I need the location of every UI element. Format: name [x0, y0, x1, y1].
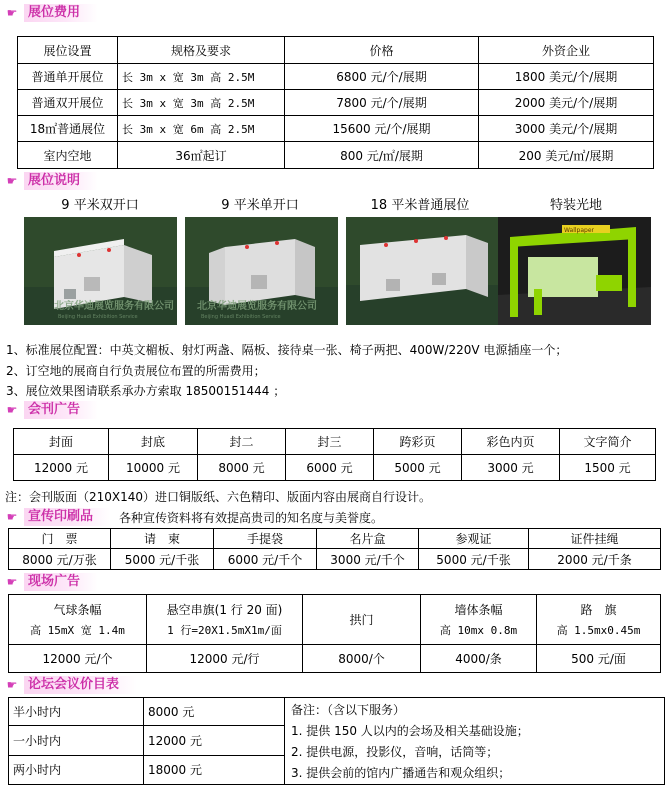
print-price: 6000 元/千个 — [214, 549, 317, 570]
onsite-item-spec: 高 1.5mx0.45m — [556, 624, 641, 637]
table-header-cell: 价格 — [285, 37, 479, 64]
section-title: 展位费用 — [24, 4, 98, 22]
forum-price-table — [8, 697, 665, 785]
ad-price: 10000 元 — [109, 455, 198, 481]
pointing-hand-icon: ☛ — [6, 510, 18, 524]
booth-fee-table — [17, 36, 654, 169]
pointing-hand-icon: ☛ — [6, 678, 18, 692]
onsite-item-spec: 1 行=20X1.5mX1m/面 — [167, 624, 282, 637]
section-title: 现场广告 — [24, 573, 98, 591]
ad-price: 8000 元 — [198, 455, 286, 481]
section-subtitle: 各种宣传资料将有效提高贵司的知名度与美誉度。 — [119, 510, 384, 525]
section-header-desc — [4, 172, 98, 190]
table-header-cell: 文字简介 — [560, 429, 656, 455]
section-title: 论坛会议价目表 — [24, 676, 137, 694]
table-header-cell: 名片盒 — [317, 529, 419, 549]
table-header-cell: 请 柬 — [111, 529, 214, 549]
table-row — [14, 455, 656, 481]
booth-type: 普通双开展位 — [18, 90, 118, 116]
print-price: 3000 元/千个 — [317, 549, 419, 570]
booth-photo-double-open — [24, 217, 177, 325]
section-title: 会刊广告 — [24, 401, 98, 419]
forum-price: 8000 元 — [144, 698, 285, 726]
table-row — [18, 90, 654, 116]
ad-price: 1500 元 — [560, 455, 656, 481]
booth-caption: 特装光地 — [549, 198, 602, 213]
watermark: 北京华迪展览服务有限公司 — [54, 301, 174, 312]
catalog-ad-table — [13, 428, 656, 481]
remark-title: 备注：（含以下服务） — [291, 703, 406, 717]
table-row — [18, 116, 654, 142]
table-header-row — [14, 429, 656, 455]
section-header-fees — [4, 4, 98, 22]
booth-spec: 长 3m x 宽 3m 高 2.5M — [118, 90, 285, 116]
table-header-cell: 手提袋 — [214, 529, 317, 549]
onsite-ad-table — [8, 594, 661, 673]
booth-foreign-price: 3000 美元/个/展期 — [479, 116, 654, 142]
onsite-price: 8000/个 — [303, 645, 421, 673]
forum-price: 12000 元 — [144, 726, 285, 755]
booth-photo-special — [498, 217, 651, 325]
table-header-cell: 彩色内页 — [462, 429, 560, 455]
onsite-item-name: 气球条幅 — [53, 603, 102, 617]
pointing-hand-icon: ☛ — [6, 403, 18, 417]
booth-spec: 36㎡起订 — [118, 142, 285, 169]
forum-duration: 两小时内 — [9, 755, 144, 784]
ad-price: 3000 元 — [462, 455, 560, 481]
onsite-item-name: 悬空串旗(1 行 20 面) — [166, 603, 283, 617]
pointing-hand-icon: ☛ — [6, 174, 18, 188]
booth-caption: 18 平米普通展位 — [370, 198, 470, 213]
booth-foreign-price: 2000 美元/个/展期 — [479, 90, 654, 116]
booth-price: 6800 元/个/展期 — [285, 64, 479, 90]
table-header-cell: 封底 — [109, 429, 198, 455]
ad-price: 6000 元 — [286, 455, 374, 481]
forum-remarks — [285, 698, 665, 785]
table-header-cell: 参观证 — [419, 529, 529, 549]
onsite-item — [9, 595, 147, 645]
ad-price: 5000 元 — [374, 455, 462, 481]
print-price: 8000 元/万张 — [9, 549, 111, 570]
print-price: 5000 元/千张 — [111, 549, 214, 570]
onsite-item — [537, 595, 661, 645]
booth-foreign-price: 200 美元/㎡/展期 — [479, 142, 654, 169]
section-header-print — [4, 508, 383, 526]
onsite-item-name: 墙体条幅 — [454, 603, 503, 617]
table-header-cell: 封面 — [14, 429, 109, 455]
forum-duration: 一小时内 — [9, 726, 144, 755]
table-header-cell: 展位设置 — [18, 37, 118, 64]
table-row — [9, 645, 661, 673]
booth-sign-text: Wallpaper — [564, 227, 595, 234]
table-header-row — [18, 37, 654, 64]
ad-note: 注：会刊版面（210X140）进口铜版纸、六色精印、版面内容由展商自行设计。 — [5, 490, 432, 504]
ad-price: 12000 元 — [14, 455, 109, 481]
section-title: 展位说明 — [24, 172, 98, 190]
onsite-item-spec: 高 10mx 0.8m — [439, 624, 518, 637]
booth-spec: 长 3m x 宽 6m 高 2.5M — [118, 116, 285, 142]
booth-spec: 长 3m x 宽 3m 高 2.5M — [118, 64, 285, 90]
booth-price: 7800 元/个/展期 — [285, 90, 479, 116]
section-header-ads — [4, 401, 98, 419]
pointing-hand-icon: ☛ — [6, 575, 18, 589]
onsite-price: 500 元/面 — [537, 645, 661, 673]
watermark: 北京华迪展览服务有限公司 — [197, 301, 317, 312]
booth-caption: 9 平米双开口 — [61, 198, 139, 213]
table-header-cell: 规格及要求 — [118, 37, 285, 64]
table-header-cell: 封三 — [286, 429, 374, 455]
table-header-cell: 证件挂绳 — [529, 529, 661, 549]
note-line: 3、展位效果图请联系承办方索取 18500151444 ； — [6, 384, 286, 398]
table-header-row — [9, 529, 661, 549]
booth-type: 室内空地 — [18, 142, 118, 169]
forum-duration: 半小时内 — [9, 698, 144, 726]
remark-item: 3. 提供会前的馆内广播通告和观众组织； — [291, 766, 511, 780]
section-header-forum — [4, 676, 137, 694]
onsite-item-spec: 高 15mX 宽 1.4m — [30, 624, 125, 637]
remark-item: 2. 提供电源，投影仪，音响，话筒等； — [291, 745, 499, 759]
onsite-price: 4000/条 — [421, 645, 537, 673]
section-title: 宣传印刷品 — [24, 508, 111, 526]
print-price: 5000 元/千张 — [419, 549, 529, 570]
onsite-item-name: 路 旗 — [580, 603, 617, 617]
remark-item: 1. 提供 150 人以内的会场及相关基础设施； — [291, 724, 529, 738]
onsite-item-name: 拱门 — [349, 613, 374, 627]
table-header-row — [9, 595, 661, 645]
forum-price: 18000 元 — [144, 755, 285, 784]
booth-foreign-price: 1800 美元/个/展期 — [479, 64, 654, 90]
booth-price: 15600 元/个/展期 — [285, 116, 479, 142]
print-price: 2000 元/千条 — [529, 549, 661, 570]
table-row — [9, 698, 665, 726]
note-line: 1、标准展位配置：中英文楣板、射灯两盏、隔板、接待桌一张、椅子两把、400W/220V 电源插座一个； — [6, 343, 568, 357]
booth-type: 18㎡普通展位 — [18, 116, 118, 142]
onsite-item — [147, 595, 303, 645]
booth-photo-18sqm — [346, 217, 499, 325]
pointing-hand-icon: ☛ — [6, 6, 18, 20]
watermark-en: Beijing Huadi Exhibition Service — [201, 314, 281, 320]
onsite-item — [421, 595, 537, 645]
table-header-cell: 外资企业 — [479, 37, 654, 64]
print-material-table — [8, 528, 661, 570]
onsite-item — [303, 595, 421, 645]
booth-price: 800 元/㎡/展期 — [285, 142, 479, 169]
table-row — [18, 142, 654, 169]
booth-type: 普通单开展位 — [18, 64, 118, 90]
onsite-price: 12000 元/行 — [147, 645, 303, 673]
note-line: 2、订空地的展商自行负责展位布置的所需费用； — [6, 364, 266, 378]
watermark-en: Beijing Huadi Exhibition Service — [58, 314, 138, 320]
table-row — [18, 64, 654, 90]
table-header-cell: 封二 — [198, 429, 286, 455]
section-header-onsite — [4, 573, 98, 591]
table-row — [9, 549, 661, 570]
booth-photo-single-open — [185, 217, 338, 325]
onsite-price: 12000 元/个 — [9, 645, 147, 673]
table-header-cell: 跨彩页 — [374, 429, 462, 455]
table-header-cell: 门 票 — [9, 529, 111, 549]
booth-caption: 9 平米单开口 — [221, 198, 299, 213]
